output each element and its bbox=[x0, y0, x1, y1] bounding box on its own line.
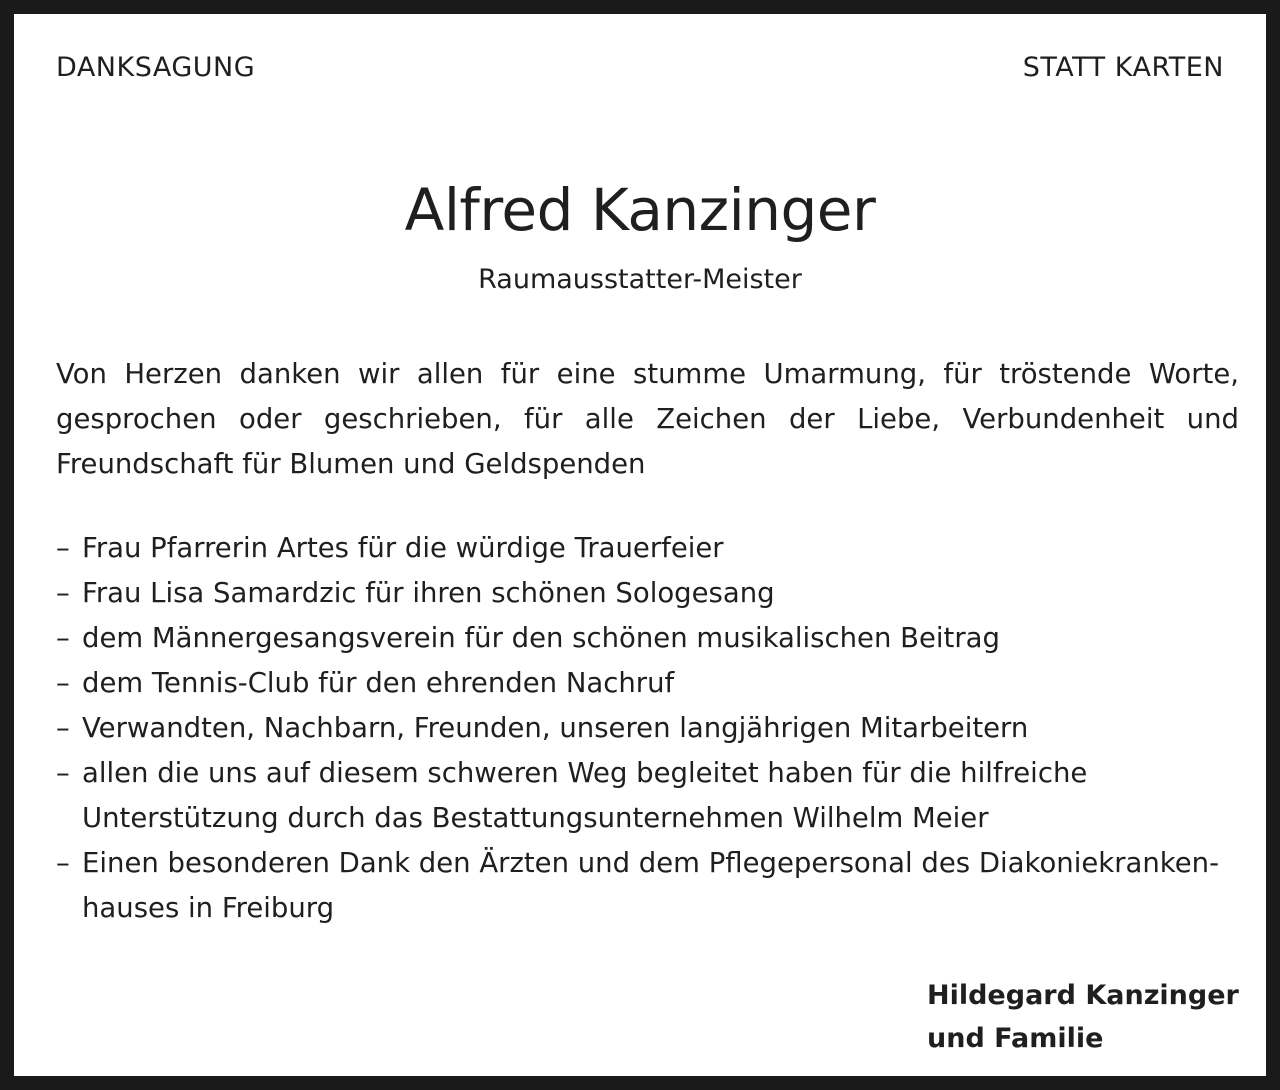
dash-glyph: – bbox=[56, 667, 70, 699]
thanks-item-text: allen die uns auf diesem schweren Weg begleitet haben für die hilfreiche Unterstützung durch das Bestattungsunternehmen Wilhelm Meier bbox=[82, 757, 1088, 834]
thanks-item-text: Verwandten, Nachbarn, Freunden, unseren langjährigen Mitarbeitern bbox=[82, 712, 1029, 744]
thanks-item-text: dem Männergesangsverein für den schönen musikalischen Beitrag bbox=[82, 622, 1000, 654]
deceased-name: Alfred Kanzinger bbox=[404, 176, 876, 244]
dash-glyph: – bbox=[56, 712, 70, 744]
dash-glyph: – bbox=[56, 622, 70, 654]
header-right-label: STATT KARTEN bbox=[1022, 52, 1224, 83]
intro-paragraph: Von Herzen danken wir allen für eine stumme Umarmung, für tröstende Worte, gesprochen oder geschrieben, für alle Zeichen der Liebe, Verbundenheit und Freundschaft für Blumen und Geldspenden bbox=[56, 358, 1239, 480]
signature-family: und Familie bbox=[927, 1023, 1104, 1054]
thanks-item bbox=[56, 706, 1246, 751]
thanks-item bbox=[56, 661, 1246, 706]
dash-glyph: – bbox=[56, 757, 70, 789]
thanks-list bbox=[56, 526, 1246, 931]
thanks-item-text: Einen besonderen Dank den Ärzten und dem Pflegepersonal des Diakoniekranken-hauses in Freiburg bbox=[82, 847, 1220, 924]
thanks-item bbox=[56, 616, 1246, 661]
dash-glyph: – bbox=[56, 577, 70, 609]
thanks-item bbox=[56, 841, 1246, 931]
deceased-profession: Raumausstatter-Meister bbox=[478, 264, 802, 295]
header-left-label: DANKSAGUNG bbox=[56, 52, 256, 83]
thanks-item bbox=[56, 526, 1246, 571]
thanks-item bbox=[56, 571, 1246, 616]
signature-name: Hildegard Kanzinger bbox=[927, 980, 1239, 1011]
thanks-item-text: Frau Pfarrerin Artes für die würdige Trauerfeier bbox=[82, 532, 724, 564]
thanks-item bbox=[56, 751, 1246, 841]
thanks-item-text: dem Tennis-Club für den ehrenden Nachruf bbox=[82, 667, 675, 699]
thanks-item-text: Frau Lisa Samardzic für ihren schönen Sologesang bbox=[82, 577, 775, 609]
dash-glyph: – bbox=[56, 847, 70, 879]
dash-glyph: – bbox=[56, 532, 70, 564]
signature-block bbox=[927, 974, 1239, 1060]
